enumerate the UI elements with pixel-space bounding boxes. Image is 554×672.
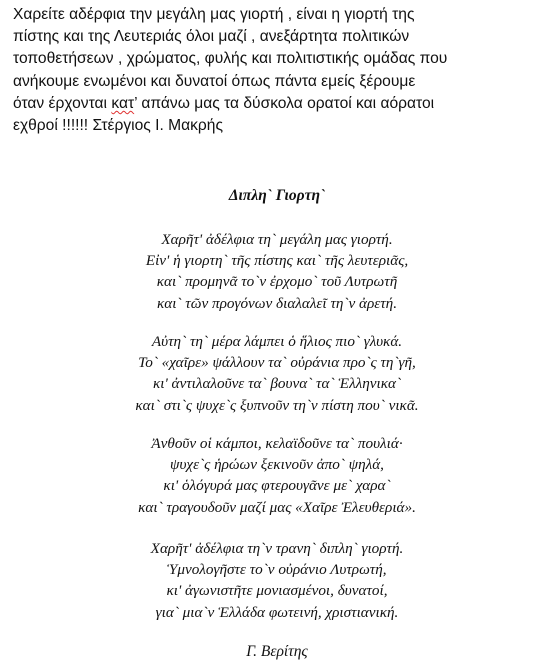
poem-signature: Γ. Βερίτης [246,643,308,660]
poem-verse: και` τῶν προγόνων διαλαλεῖ τη`ν ἀρετή. [156,294,398,312]
intro-line: πίστης και της Λευτεριάς όλοι μαζί , ανεξάρτητα πολιτικών [13,28,410,46]
poem-verse: Ὑμνολογῆστε το`ν οὐράνιο Λυτρωτή, [167,561,387,579]
intro-line-text: όταν έρχονται [13,94,112,112]
poem-verse: Χαρῆτ' ἀδέλφια τη` μεγάλη μας γιορτή. [161,231,393,248]
intro-line: Χαρείτε αδέρφια την μεγάλη μας γιορτή , είναι η γιορτή της [13,6,415,23]
poem-verse: Αὐτη` τη` μέρα λάμπει ὁ ἥλιος πιο` γλυκά. [151,333,403,350]
poem-verse: Χαρῆτ' ἀδέλφια τη`ν τρανη` διπλη` γιορτή. [150,540,404,557]
intro-line [13,93,548,115]
poem-verse: και` τραγουδοῦν μαζί μας «Χαῖρε Ἐλευθεριά». [138,498,416,516]
poem-verse: Εἰν' ἡ γιορτη` τῆς πίστης και` τῆς λευτεριᾶς, [145,252,409,270]
poem-verse: κι' ἀγωνιστῆτε μονιασμένοι, δυνατοί, [166,582,388,600]
poem-verse: και` στι`ς ψυχε`ς ξυπνοῦν τη`ν πίστη που` νικᾶ. [135,396,419,414]
poem-verse: και` προμηνᾶ το`ν ἐρχομο` τοῦ Λυτρωτῆ [156,273,398,291]
intro-line: τοποθετήσεων , χρώματος, φυλής και πολιτιστικής ομάδας που [13,50,448,68]
intro-line: ανήκουμε ενωμένοι και δυνατοί όπως πάντα εμείς ξέρουμε [13,72,416,90]
poem-verse: κι' ὁλόγυρά μας φτερουγᾶνε με` χαρα` [163,477,391,495]
poem-verse: για` μια`ν Ἑλλάδα φωτεινή, χριστιανική. [155,603,399,621]
poem-verse: ψυχε`ς ἡρώων ξεκινοῦν ἀπο` ψηλά, [170,456,384,474]
poem-stanza-2 [0,331,554,416]
spellcheck-flagged-word[interactable]: κατ [111,94,135,112]
intro-line-signature: εχθροί !!!!!! Στέργιος Ι. Μακρής [13,117,223,135]
intro-line-text: ’ απάνω μας τα δύσκολα ορατοί και αόρατοι [134,94,435,112]
poem-title: Διπλη` Γιορτη` [228,187,326,204]
poem-stanza-3 [0,433,554,518]
poem-verse: Το` «χαῖρε» ψάλλουν τα` οὐράνια προ`ς τη`γῆ, [138,354,416,372]
poem-verse: Ἀνθοῦν οἱ κάμποι, κελαϊδοῦνε τα` πουλιά· [151,435,403,452]
intro-paragraph [13,4,548,137]
poem-stanza-4 [0,538,554,623]
poem-stanza-1 [0,229,554,314]
poem-verse: κι' ἀντιλαλοῦνε τα` βουνα` τα` Ἑλληνικα` [152,375,402,393]
